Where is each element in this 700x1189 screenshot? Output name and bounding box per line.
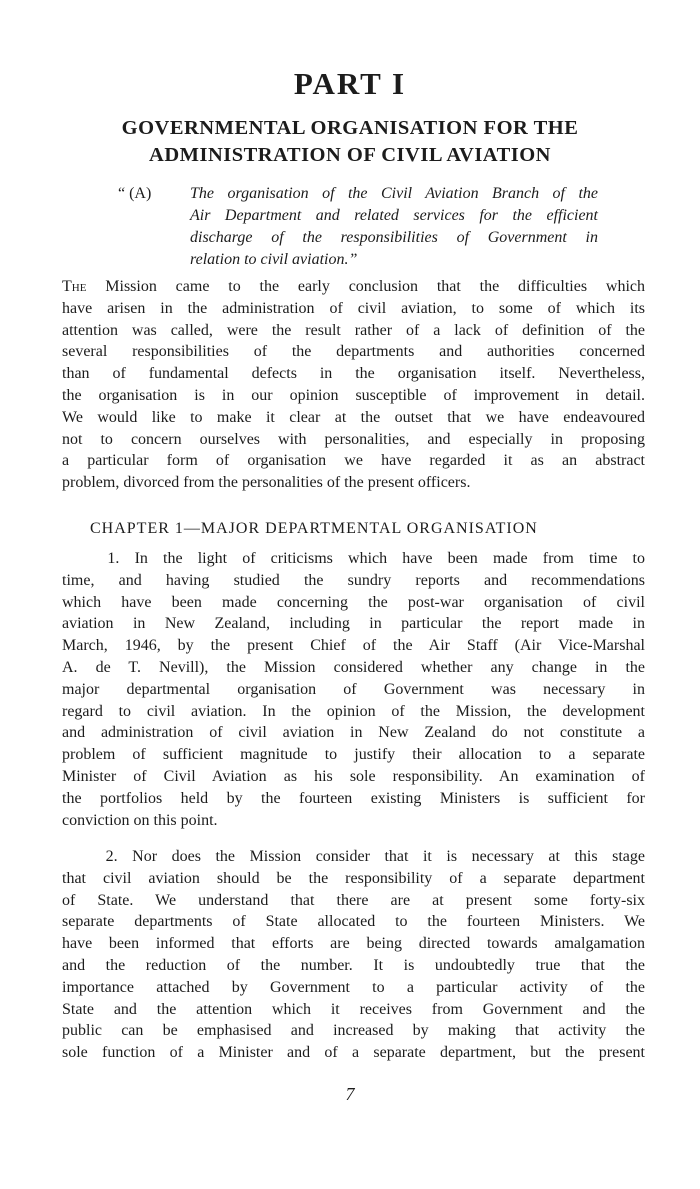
para1-line: A. de T. Nevill), the Mission considered whether any change in the xyxy=(62,658,645,676)
intro-line: a particular form of organisation we have regarded it as an abstract xyxy=(62,452,645,470)
para1-line: the portfolios held by the fourteen existing Ministers is sufficient for xyxy=(62,789,645,807)
para2-line: of State. We understand that there are at present some forty-six xyxy=(62,891,645,909)
intro-line: have arisen in the administration of civil aviation, to some of which its xyxy=(62,299,645,317)
intro-line: attention was called, were the result rather of a lack of definition of the xyxy=(62,321,645,339)
intro-first-word: The xyxy=(62,278,87,295)
paragraph-2 xyxy=(62,846,645,1064)
para1-line: Minister of Civil Aviation as his sole responsibility. An examination of xyxy=(62,767,645,785)
intro-line-rest: Mission came to the early conclusion that the difficulties which xyxy=(86,278,645,295)
para2-line: have been informed that efforts are being directed towards amalgamation xyxy=(62,935,645,953)
intro-line: the organisation is in our opinion susceptible of improvement in detail. xyxy=(62,386,645,404)
para1-line: major departmental organisation of Government was necessary in xyxy=(62,680,645,698)
intro-line: We would like to make it clear at the outset that we have endeavoured xyxy=(62,408,645,426)
para1-line: and administration of civil aviation in New Zealand do not constitute a xyxy=(62,724,645,742)
para2-line: sole function of a Minister and of a separate department, but the present xyxy=(62,1044,645,1062)
intro-paragraph xyxy=(62,276,645,494)
para2-line: importance attached by Government to a particular activity of the xyxy=(62,978,645,996)
intro-line: problem, divorced from the personalities of the present officers. xyxy=(62,474,471,492)
subtitle-line: GOVERNMENTAL ORGANISATION FOR THE xyxy=(121,117,579,139)
para1-line: problem of sufficient magnitude to justify their allocation to a separate xyxy=(62,746,645,764)
terms-line: discharge of the responsibilities of Government in xyxy=(190,229,598,246)
terms-label: “ (A) xyxy=(118,185,152,202)
paragraph-1 xyxy=(62,548,645,831)
intro-line: not to concern ourselves with personalities, and especially in proposing xyxy=(62,430,645,448)
para2-line: separate departments of State allocated to the fourteen Ministers. We xyxy=(62,913,645,931)
terms-line: The organisation of the Civil Aviation Branch of the xyxy=(190,185,598,202)
intro-line-first xyxy=(62,276,645,298)
subtitle-line: ADMINISTRATION OF CIVIL AVIATION xyxy=(149,144,551,166)
para1-line: conviction on this point. xyxy=(62,811,218,829)
part-title: PART I xyxy=(293,66,407,101)
para2-line: public can be emphasised and increased by making that activity the xyxy=(62,1022,645,1040)
para2-line: that civil aviation should be the responsibility of a separate department xyxy=(62,869,645,887)
para2-line: 2. Nor does the Mission consider that it is necessary at this stage xyxy=(62,848,645,865)
para1-line: March, 1946, by the present Chief of the Air Staff (Air Vice-Marshal xyxy=(62,637,645,655)
terms-of-reference xyxy=(118,183,598,271)
para1-line: regard to civil aviation. In the opinion of the Mission, the development xyxy=(62,702,645,720)
terms-line: Air Department and related services for the efficient xyxy=(190,207,598,224)
para1-line: 1. In the light of criticisms which have been made from time to xyxy=(62,550,645,567)
section-subtitle xyxy=(50,115,650,169)
para2-line: State and the attention which it receives from Government and the xyxy=(62,1000,645,1018)
intro-line: than of fundamental defects in the organisation itself. Nevertheless, xyxy=(62,365,645,383)
para1-line: aviation in New Zealand, including in particular the report made in xyxy=(62,615,645,633)
terms-line: relation to civil aviation.” xyxy=(190,251,358,268)
para1-line: which have been made concerning the post-war organisation of civil xyxy=(62,593,645,611)
para1-line: time, and having studied the sundry reports and recommendations xyxy=(62,571,645,589)
intro-line: several responsibilities of the departments and authorities concerned xyxy=(62,343,645,361)
page-number: 7 xyxy=(345,1084,355,1104)
para2-line: and the reduction of the number. It is undoubtedly true that the xyxy=(62,956,645,974)
chapter-heading: CHAPTER 1—MAJOR DEPARTMENTAL ORGANISATION xyxy=(90,520,538,537)
terms-text xyxy=(190,183,598,271)
